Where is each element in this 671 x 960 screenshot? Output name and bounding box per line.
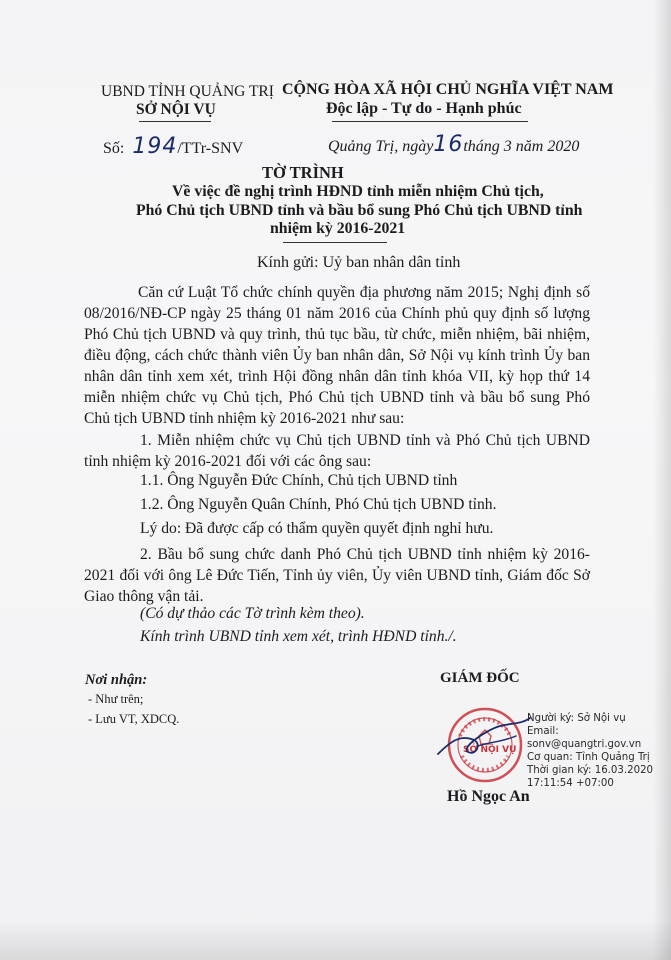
handwritten-number: 194 [132,134,178,159]
recipient-line: Kính gửi: Uỷ ban nhân dân tỉnh [257,254,461,271]
issuer-underline [139,121,211,122]
seal-label: SỞ NỘI VỤ [463,745,517,755]
page-bottom-shadow [0,920,671,960]
place-date-suffix: tháng 3 năm 2020 [463,138,580,155]
document-type: TỜ TRÌNH [262,163,344,182]
digital-agency: Cơ quan: Tỉnh Quảng Trị [527,752,650,763]
body-item-1-1: 1.1. Ông Nguyễn Đức Chính, Chủ tịch UBND tỉnh [140,472,458,489]
number-prefix: Số: [103,140,125,157]
national-motto: Độc lập - Tự do - Hạnh phúc [326,100,522,117]
recipients-item-2: - Lưu VT, XDCQ. [88,712,180,726]
body-reason: Lý do: Đã được cấp có thẩm quyền quyết định nghỉ hưu. [140,520,494,537]
digital-email-label: Email: [527,726,559,737]
handwritten-signature [430,712,540,772]
signer-title: GIÁM ĐỐC [440,670,520,686]
subject-line-3: nhiệm kỳ 2016-2021 [270,220,406,237]
body-paragraph-item-2: 2. Bầu bổ sung chức danh Phó Chủ tịch UBND tỉnh nhiệm kỳ 2016-2021 đối với ông Lê Đức Tiến, Tỉnh ủy viên, Ủy viên UBND tỉnh, Giám đốc Sở Giao thông vận tải. [84,546,590,605]
place-date [328,132,579,157]
body-item-1-2: 1.2. Ông Nguyễn Quân Chính, Phó Chủ tịch UBND tỉnh. [140,496,497,513]
issuer-department: SỞ NỘI VỤ [136,101,216,118]
digital-email: sonv@quangtri.gov.vn [527,739,642,750]
handwritten-day: 16 [433,132,464,157]
place-date-prefix: Quảng Trị, ngày [328,138,434,155]
document-number [103,134,243,159]
recipients-heading: Nơi nhận: [85,672,148,688]
body-attachment-note: (Có dự thảo các Tờ trình kèm theo). [140,605,365,622]
subject-line-2: Phó Chủ tịch UBND tỉnh và bầu bổ sung Phó Chủ tịch UBND tỉnh [136,202,583,219]
body-paragraph-legal-basis: Căn cứ Luật Tổ chức chính quyền địa phương năm 2015; Nghị định số 08/2016/NĐ-CP ngày 25 tháng 01 năm 2016 của Chính phủ quy định số lượng Phó Chủ tịch UBND và quy trình, thủ tục bầu, từ chức, miễn nhiệm, bãi nhiệm, điều động, cách chức thành viên Ủy ban nhân dân, Sở Nội vụ kính trình Ủy ban nhân dân tỉnh xem xét, trình Hội đồng nhân dân tỉnh khóa VII, kỳ họp thứ 14 miễn nhiệm chức vụ Chủ tịch, Phó Chủ tịch UBND tỉnh và bầu bổ sung Phó Chủ tịch UBND tỉnh nhiệm kỳ 2016-2021 như sau: [84,284,590,427]
body-closing: Kính trình UBND tỉnh xem xét, trình HĐND tỉnh./. [140,628,457,645]
national-title: CỘNG HÒA XÃ HỘI CHỦ NGHĨA VIỆT NAM [282,81,614,98]
number-suffix: /TTr-SNV [177,140,244,157]
signature-stroke [430,712,540,772]
motto-underline [332,121,528,122]
subject-underline [283,242,387,243]
digital-sign-time: 17:11:54 +07:00 [527,778,614,789]
page-edge-shadow [653,0,671,960]
signer-name: Hồ Ngọc An [447,788,530,805]
issuer-authority: UBND TỈNH QUẢNG TRỊ [101,83,274,100]
digital-sign-date: Thời gian ký: 16.03.2020 [527,765,654,776]
subject-line-1: Về việc đề nghị trình HĐND tỉnh miễn nhiệm Chủ tịch, [172,183,544,200]
digital-signer: Người ký: Sở Nội vụ [527,713,626,724]
digital-signature-info [527,712,653,790]
body-paragraph-item-1: 1. Miễn nhiệm chức vụ Chủ tịch UBND tỉnh và Phó Chủ tịch UBND tỉnh nhiệm kỳ 2016-2021 đối với các ông sau: [84,432,590,470]
recipients-item-1: - Như trên; [88,692,144,706]
